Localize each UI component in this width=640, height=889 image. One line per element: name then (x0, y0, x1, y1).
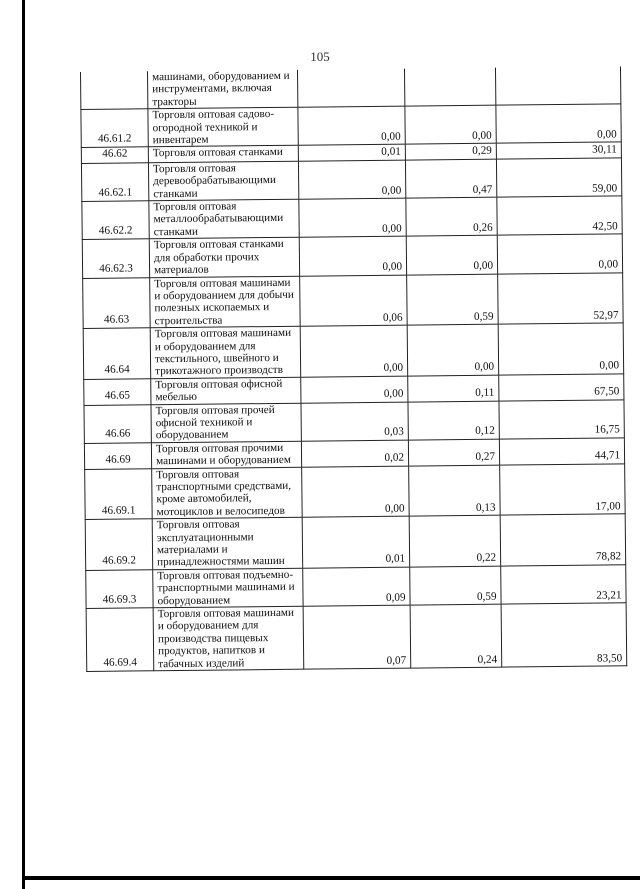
row-value-2-cell: 0,24 (410, 604, 502, 668)
row-value-1-cell: 0,03 (301, 402, 408, 441)
row-value-3-cell: 0,00 (496, 104, 621, 144)
page-edge-left (22, 0, 25, 889)
row-value-3-cell: 23,21 (501, 565, 626, 605)
row-value-2-cell: 0,00 (406, 235, 497, 274)
row-value-1-cell: 0,00 (299, 198, 406, 237)
row-value-1-cell (297, 69, 404, 108)
row-code-cell: 46.62.3 (82, 239, 149, 278)
row-value-2-cell: 0,26 (406, 197, 497, 236)
row-code-cell: 46.69.4 (86, 608, 154, 672)
table-row (81, 158, 621, 202)
table-row (85, 463, 626, 519)
table-row (82, 196, 622, 240)
table-row (86, 565, 626, 609)
data-table-container (80, 66, 623, 672)
row-value-2-cell: 0,00 (407, 324, 499, 376)
table-row (82, 234, 622, 278)
row-value-3-cell: 0,00 (498, 323, 624, 375)
row-value-1-cell: 0,00 (300, 325, 408, 377)
table-body (80, 66, 626, 671)
row-value-1-cell: 0,00 (298, 106, 405, 145)
row-name-cell: Торговля оптовая станками для обработки прочих материалов (149, 237, 299, 277)
row-value-3-cell: 78,82 (500, 514, 626, 566)
row-name-cell: Торговля оптовая металлообрабатывающими станками (149, 199, 299, 239)
row-code-cell: 46.69.3 (86, 570, 153, 609)
row-value-2-cell (404, 68, 495, 107)
page-edge-bottom (22, 876, 640, 880)
row-code-cell: 46.69.1 (85, 468, 153, 519)
row-value-2-cell: 0,27 (408, 439, 499, 466)
row-value-2-cell: 0,47 (405, 159, 496, 198)
row-value-3-cell: 59,00 (496, 158, 621, 198)
row-value-3-cell: 17,00 (500, 463, 626, 515)
row-name-cell: Торговля оптовая машинами и оборудованием для добычи полезных ископаемых и строительства (150, 276, 301, 328)
row-value-3-cell: 52,97 (498, 272, 624, 324)
table-row (81, 104, 621, 148)
page-number: 105 (310, 49, 330, 64)
row-value-2-cell: 0,29 (405, 144, 496, 160)
row-value-1-cell: 0,00 (301, 376, 408, 403)
row-value-3-cell: 44,71 (499, 438, 624, 465)
row-name-cell: Торговля оптовая машинами и оборудованием для производства пищевых продуктов, напитков и табачных изделий (153, 606, 304, 671)
row-name-cell: Торговля оптовая прочей офисной техникой и оборудованием (151, 403, 301, 443)
row-value-1-cell: 0,09 (303, 567, 410, 606)
row-value-3-cell: 67,50 (499, 374, 624, 401)
row-code-cell: 46.62 (81, 147, 148, 163)
row-value-2-cell: 0,13 (409, 465, 501, 517)
row-name-cell: Торговля оптовая станками (148, 146, 298, 163)
row-code-cell: 46.61.2 (81, 109, 148, 148)
row-name-cell: Торговля оптовая прочими машинами и оборудованием (151, 441, 301, 468)
table-row (80, 66, 620, 109)
row-name-cell: Торговля оптовая подъемно-транспортными машинами и оборудованием (153, 568, 303, 608)
row-name-cell: Торговля оптовая деревообрабатывающими станками (148, 161, 298, 201)
row-name-cell: Торговля оптовая эксплуатационными материалами и принадлежностями машин (152, 517, 303, 569)
row-value-2-cell: 0,11 (408, 375, 499, 402)
row-code-cell: 46.69.2 (85, 519, 153, 570)
row-value-1-cell: 0,06 (300, 275, 408, 327)
row-code-cell: 46.62.2 (82, 201, 149, 240)
table-row (85, 514, 626, 570)
row-value-1-cell: 0,02 (301, 440, 408, 467)
row-code-cell: 46.64 (83, 328, 151, 379)
table-row (84, 399, 624, 443)
row-value-1-cell: 0,00 (298, 160, 405, 199)
row-value-3-cell: 0,00 (497, 234, 622, 274)
row-name-cell: Торговля оптовая машинами и оборудованием для текстильного, швейного и трикотажного производств (150, 326, 301, 378)
row-code-cell: 46.62.1 (81, 163, 148, 202)
row-code-cell (80, 71, 147, 109)
row-value-2-cell: 0,59 (407, 274, 499, 326)
row-value-1-cell: 0,00 (299, 236, 406, 275)
row-value-1-cell: 0,01 (298, 145, 405, 162)
table-row (86, 603, 627, 672)
row-name-cell: машинами, оборудованием и инструментами, включая тракторы (147, 70, 297, 109)
row-value-2-cell: 0,12 (408, 401, 499, 440)
row-value-1-cell: 0,07 (303, 605, 411, 669)
data-table (80, 66, 627, 672)
row-value-1-cell: 0,00 (302, 466, 410, 518)
row-value-1-cell: 0,01 (302, 516, 410, 568)
row-name-cell: Торговля оптовая садово-огородной техникой и инвентарем (148, 107, 298, 147)
table-row (83, 272, 624, 328)
row-code-cell: 46.63 (83, 277, 151, 328)
row-code-cell: 46.69 (84, 443, 151, 470)
row-value-2-cell: 0,00 (405, 105, 496, 144)
row-name-cell: Торговля оптовая транспортными средствами, кроме автомобилей, мотоциклов и велосипедов (152, 467, 303, 519)
row-value-3-cell (495, 66, 620, 105)
row-value-3-cell: 42,50 (497, 196, 622, 236)
row-value-2-cell: 0,59 (410, 566, 501, 605)
row-code-cell: 46.66 (84, 404, 151, 443)
row-code-cell: 46.65 (84, 379, 151, 406)
row-value-3-cell: 83,50 (501, 603, 627, 667)
row-value-2-cell: 0,22 (409, 515, 501, 567)
row-value-3-cell: 16,75 (499, 399, 624, 439)
table-row (83, 323, 624, 379)
row-name-cell: Торговля оптовая офисной мебелью (151, 377, 301, 404)
row-value-3-cell: 30,11 (496, 142, 621, 159)
